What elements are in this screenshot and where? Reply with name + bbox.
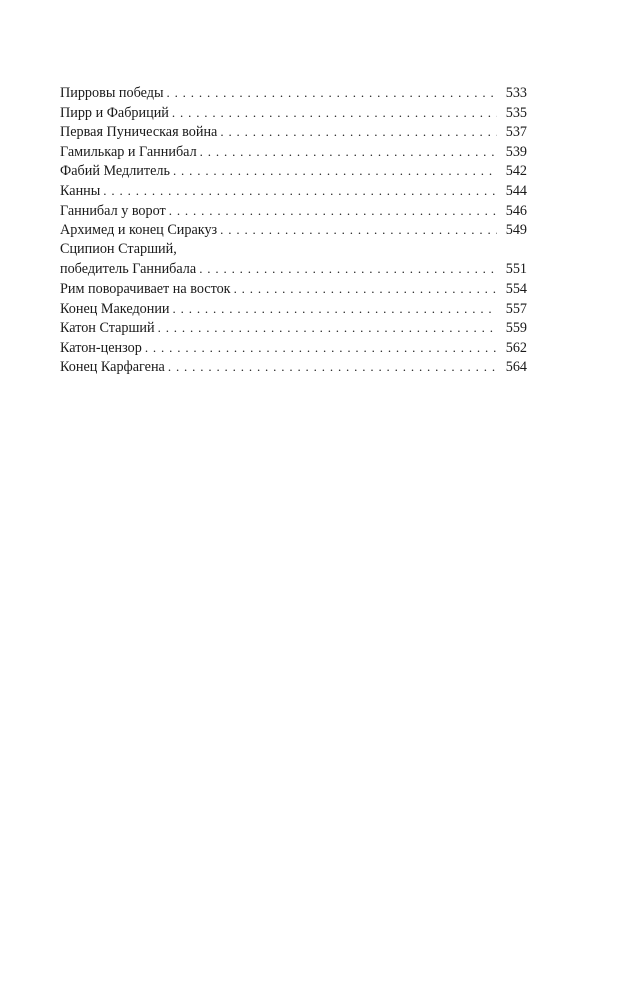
dot-leader	[200, 142, 497, 162]
toc-entry-page: 546	[505, 202, 527, 219]
toc-entry	[60, 357, 527, 377]
toc-entry	[60, 259, 527, 279]
toc-entry	[60, 142, 527, 162]
dot-leader	[166, 83, 497, 103]
toc-entry-page: 551	[505, 261, 527, 278]
toc-entry-page: 535	[505, 104, 527, 121]
toc-entry-title-line1: Сципион Старший,	[60, 240, 177, 257]
toc-entry-page: 533	[505, 85, 527, 101]
toc-entry-title: Рим поворачивает на восток	[60, 280, 231, 297]
dot-leader	[199, 259, 497, 279]
dot-leader	[173, 299, 497, 319]
toc-entry-title: Катон-цензор	[60, 339, 142, 356]
toc-entry-title: Гамилькар и Ганнибал	[60, 143, 197, 160]
table-of-contents	[60, 83, 527, 377]
toc-entry-page: 559	[505, 320, 527, 337]
toc-entry	[60, 220, 527, 240]
toc-entry	[60, 83, 527, 103]
toc-entry	[60, 338, 527, 358]
toc-entry-title: Первая Пуническая война	[60, 124, 218, 141]
toc-entry-title: Архимед и конец Сиракуз	[60, 222, 218, 239]
toc-entry-page: 544	[505, 182, 527, 199]
toc-entry-page: 564	[505, 359, 527, 376]
toc-entry-first-line	[60, 240, 527, 260]
toc-entry-page: 537	[505, 124, 527, 141]
dot-leader	[173, 161, 497, 181]
dot-leader	[220, 122, 497, 142]
toc-entry-page: 542	[505, 163, 527, 180]
dot-leader	[234, 279, 497, 299]
toc-entry-title: победитель Ганнибала	[60, 261, 197, 278]
toc-entry	[60, 279, 527, 299]
toc-entry	[60, 299, 527, 319]
toc-entry-title: Фабий Медлитель	[60, 163, 170, 180]
dot-leader	[172, 103, 497, 123]
toc-entry-page: 539	[505, 143, 527, 160]
toc-entry	[60, 181, 527, 201]
toc-entry-title: Ганнибал у ворот	[60, 202, 166, 219]
dot-leader	[145, 338, 497, 358]
toc-entry	[60, 318, 527, 338]
dot-leader	[220, 220, 497, 240]
dot-leader	[168, 357, 497, 377]
toc-entry-page: 549	[505, 222, 527, 239]
toc-entry-title: Катон Старший	[60, 320, 155, 337]
toc-entry-title: Пирр и Фабриций	[60, 104, 169, 121]
dot-leader	[158, 318, 497, 338]
toc-entry	[60, 161, 527, 181]
toc-entry-page: 557	[505, 300, 527, 317]
toc-entry-title: Пирровы победы	[60, 85, 164, 101]
toc-entry-page: 554	[505, 280, 527, 297]
toc-entry-title: Конец Карфагена	[60, 359, 165, 376]
toc-entry	[60, 122, 527, 142]
dot-leader	[169, 201, 497, 221]
toc-entry	[60, 103, 527, 123]
dot-leader	[103, 181, 497, 201]
toc-entry-page: 562	[505, 339, 527, 356]
toc-entry-title: Конец Македонии	[60, 300, 170, 317]
toc-entry	[60, 201, 527, 221]
toc-entry-title: Канны	[60, 182, 101, 199]
